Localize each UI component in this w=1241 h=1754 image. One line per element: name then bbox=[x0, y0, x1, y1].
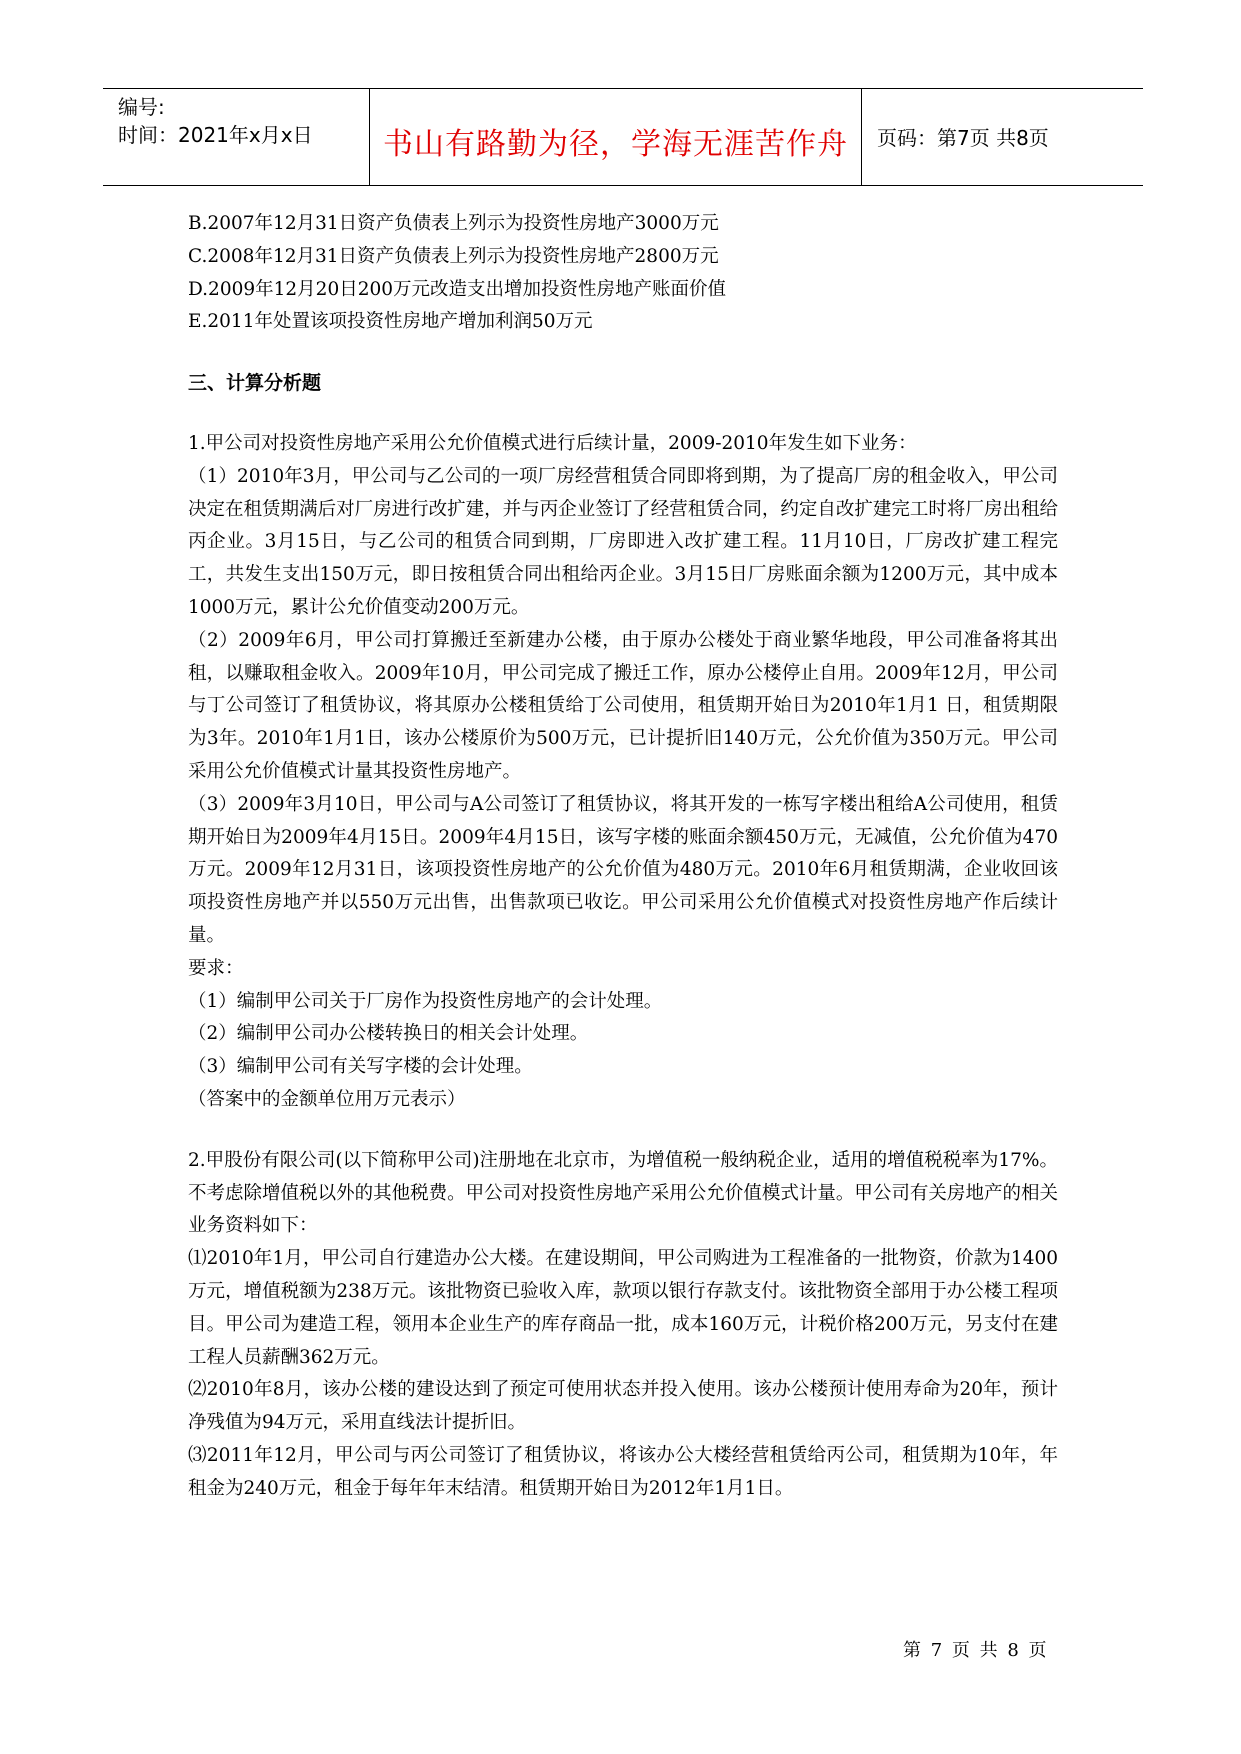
question-2-intro: 2.甲股份有限公司(以下简称甲公司)注册地在北京市，为增值税一般纳税企业，适用的增值税税率为17%。不考虑除增值税以外的其他税费。甲公司对投资性房地产采用公允价值模式计量。甲公司有关房地产的相关业务资料如下： bbox=[188, 1149, 1058, 1237]
question-2-item-3: ⑶2011年12月，甲公司与丙公司签订了租赁协议，将该办公大楼经营租赁给丙公司，租赁期为10年，年租金为240万元，租金于每年年末结清。租赁期开始日为2012年1月1日。 bbox=[188, 1444, 1058, 1499]
option-c: C.2008年12月31日资产负债表上列示为投资性房地产2800万元 bbox=[188, 245, 719, 267]
document-body bbox=[188, 208, 1058, 1505]
question-1-requirement-2: （2）编制甲公司办公楼转换日的相关会计处理。 bbox=[188, 1023, 589, 1045]
question-1-item-3: （3）2009年3月10日，甲公司与A公司签订了租赁协议，将其开发的一栋写字楼出租给A公司使用，租赁期开始日为2009年4月15日。2009年4月15日，该写字楼的账面余额450万元，无减值，公允价值为470万元。2009年12月31日，该项投资性房地产的公允价值为480万元。2010年6月租赁期满，企业收回该项投资性房地产并以550万元出售，出售款项已收讫。甲公司采用公允价值模式对投资性房地产作后续计量。 bbox=[188, 793, 1058, 946]
header-meta-cell bbox=[103, 89, 370, 185]
header-motto: 书山有路勤为径，学海无涯苦作舟 bbox=[383, 127, 848, 162]
document-number-label: 编号: bbox=[118, 95, 165, 119]
header-page-number: 页码：第7页 共8页 bbox=[877, 126, 1049, 150]
question-2-item-1: ⑴2010年1月，甲公司自行建造办公大楼。在建设期间，甲公司购进为工程准备的一批物资，价款为1400万元，增值税额为238万元。该批物资已验收入库，款项以银行存款支付。该批物资全部用于办公楼工程项目。甲公司为建造工程，领用本企业生产的库存商品一批，成本160万元，计税价格200万元，另支付在建工程人员薪酬362万元。 bbox=[188, 1248, 1058, 1368]
page-header bbox=[103, 88, 1143, 186]
option-e: E.2011年处置该项投资性房地产增加利润50万元 bbox=[188, 311, 593, 333]
header-page-cell bbox=[862, 89, 1143, 185]
question-1-note: （答案中的金额单位用万元表示） bbox=[188, 1088, 466, 1110]
question-1-requirement-3: （3）编制甲公司有关写字楼的会计处理。 bbox=[188, 1056, 533, 1078]
question-2-item-2: ⑵2010年8月，该办公楼的建设达到了预定可使用状态并投入使用。该办公楼预计使用寿命为20年，预计净残值为94万元，采用直线法计提折旧。 bbox=[188, 1379, 1058, 1434]
option-b: B.2007年12月31日资产负债表上列示为投资性房地产3000万元 bbox=[188, 213, 719, 234]
question-1-requirements-label: 要求： bbox=[188, 957, 244, 979]
section-title: 三、计算分析题 bbox=[188, 372, 322, 395]
question-1-intro: 1.甲公司对投资性房地产采用公允价值模式进行后续计量，2009-2010年发生如下业务： bbox=[188, 432, 917, 454]
document-time-label: 时间：2021年x月x日 bbox=[118, 123, 313, 147]
page-footer: 第 7 页 共 8 页 bbox=[903, 1640, 1049, 1661]
header-motto-cell bbox=[370, 89, 862, 185]
question-1-item-1: （1）2010年3月，甲公司与乙公司的一项厂房经营租赁合同即将到期，为了提高厂房的租金收入，甲公司决定在租赁期满后对厂房进行改扩建，并与丙企业签订了经营租赁合同，约定自改扩建完工时将厂房出租给丙企业。3月15日，与乙公司的租赁合同到期，厂房即进入改扩建工程。11月10日，厂房改扩建工程完工，共发生支出150万元，即日按租赁合同出租给丙企业。3月15日厂房账面余额为1200万元，其中成本1000万元，累计公允价值变动200万元。 bbox=[188, 465, 1058, 618]
option-d: D.2009年12月20日200万元改造支出增加投资性房地产账面价值 bbox=[188, 278, 727, 300]
question-1-requirement-1: （1）编制甲公司关于厂房作为投资性房地产的会计处理。 bbox=[188, 990, 663, 1012]
question-1-item-2: （2）2009年6月，甲公司打算搬迁至新建办公楼，由于原办公楼处于商业繁华地段，甲公司准备将其出租，以赚取租金收入。2009年10月，甲公司完成了搬迁工作，原办公楼停止自用。2009年12月，甲公司与丁公司签订了租赁协议，将其原办公楼租赁给丁公司使用，租赁期开始日为2010年1月1 日，租赁期限为3年。2010年1月1日，该办公楼原价为500万元，已计提折旧140万元，公允价值为350万元。甲公司采用公允价值模式计量其投资性房地产。 bbox=[188, 629, 1058, 782]
